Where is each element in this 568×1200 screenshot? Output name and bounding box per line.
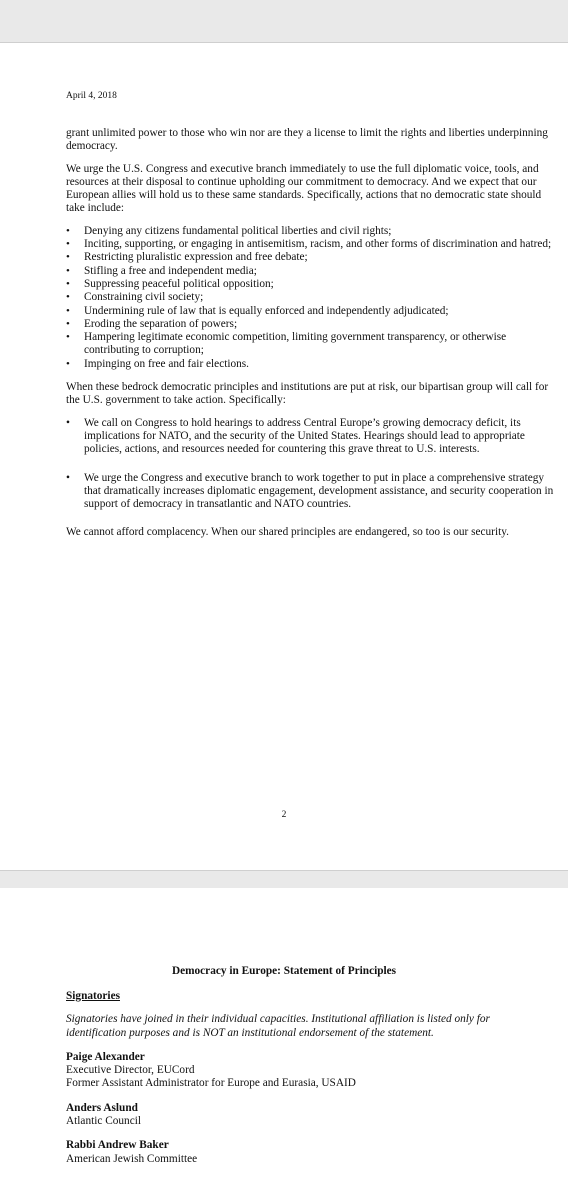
signatory-affiliation: Atlantic Council bbox=[66, 1115, 141, 1128]
letter-date: April 4, 2018 bbox=[66, 91, 117, 101]
viewer-gap-top bbox=[0, 0, 568, 43]
statement-title: Democracy in Europe: Statement of Principles bbox=[171, 965, 397, 977]
signatory-name: Rabbi Andrew Baker bbox=[66, 1139, 169, 1152]
list-item: • We urge the Congress and executive branch to work together to put in place a comprehensive strategy that dramatically increases diplomatic engagement, development assistance, and security cooperation in support of democracy in transatlantic and NATO countries. bbox=[66, 472, 554, 512]
list-item: • Stifling a free and independent media; bbox=[66, 265, 554, 278]
closing-paragraph: We cannot afford complacency. When our shared principles are endangered, so too is our security. bbox=[66, 526, 509, 539]
signatories-section bbox=[66, 990, 544, 1177]
intro-continuation: grant unlimited power to those who win nor are they a license to limit the rights and liberties underpinning democracy. bbox=[66, 127, 548, 153]
urge-paragraph: We urge the U.S. Congress and executive branch immediately to use the full diplomatic voice, tools, and resources at their disposal to continue upholding our commitment to democracy. And we expect that our European allies will hold us to these same standards. Specifically, actions that no democratic state should take include: bbox=[66, 162, 542, 215]
list-item: • Suppressing peaceful political opposition; bbox=[66, 278, 554, 291]
action-list bbox=[66, 417, 554, 512]
signatory-entry bbox=[66, 1051, 544, 1091]
signatory-name: Anders Aslund bbox=[66, 1101, 138, 1114]
document-page-3 bbox=[0, 888, 568, 1200]
list-item: • Impinging on free and fair elections. bbox=[66, 358, 554, 371]
signatory-name: Paige Alexander bbox=[66, 1050, 145, 1063]
affiliation-disclaimer: Signatories have joined in their individual capacities. Institutional affiliation is listed only for identification purposes and is NOT an institutional endorsement of the statement. bbox=[66, 1013, 490, 1039]
list-item: • Constraining civil society; bbox=[66, 291, 554, 304]
list-item: • Undermining rule of law that is equally enforced and independently adjudicated; bbox=[66, 305, 554, 318]
list-item: • Restricting pluralistic expression and free debate; bbox=[66, 251, 554, 264]
signatory-affiliation: Executive Director, EUCord bbox=[66, 1064, 195, 1077]
signatory-affiliation: American Jewish Committee bbox=[66, 1152, 198, 1165]
list-item: • Hampering legitimate economic competition, limiting government transparency, or otherwise contributing to corruption; bbox=[66, 331, 554, 358]
prohibited-actions-list bbox=[66, 225, 554, 371]
signatories-heading: Signatories bbox=[66, 990, 120, 1002]
list-item: • Inciting, supporting, or engaging in antisemitism, racism, and other forms of discrimination and hatred; bbox=[66, 238, 554, 251]
page-body bbox=[66, 127, 554, 549]
list-item: • We call on Congress to hold hearings to address Central Europe’s growing democracy deficit, its implications for NATO, and the security of the United States. Hearings should lead to appropriate policies, actions, and resources needed for countering this grave threat to U.S. interests. bbox=[66, 417, 554, 457]
page-number: 2 bbox=[281, 810, 287, 820]
signatory-entry bbox=[66, 1102, 544, 1129]
risk-paragraph: When these bedrock democratic principles and institutions are put at risk, our bipartisan group will call for the U.S. government to take action. Specifically: bbox=[66, 381, 549, 407]
signatory-entry bbox=[66, 1139, 544, 1166]
list-item: • Eroding the separation of powers; bbox=[66, 318, 554, 331]
signatory-affiliation: Former Assistant Administrator for Europe and Eurasia, USAID bbox=[66, 1077, 356, 1090]
list-item: • Denying any citizens fundamental political liberties and civil rights; bbox=[66, 225, 554, 238]
document-page-2 bbox=[0, 43, 568, 870]
viewer-page-separator bbox=[0, 870, 568, 889]
